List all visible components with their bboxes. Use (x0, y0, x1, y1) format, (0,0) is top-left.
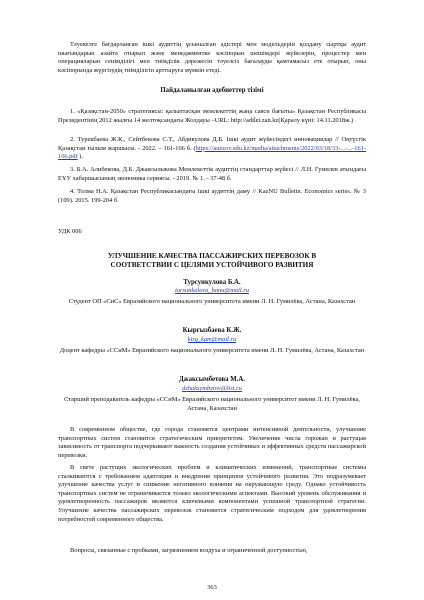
author-name-3: Джаксымбетова М.А. (179, 376, 245, 383)
references-heading: Пайдаланылған әдебиеттер тізімі (160, 87, 264, 94)
reference-item-2-link[interactable]: https://auezov.edu.kz/media/attachments/2022/03/18/33-...-...-161- 166.pdf (58, 144, 366, 161)
author-name-2: Кыргызбаева К.Ж. (182, 327, 242, 334)
reference-item-2 (58, 136, 366, 162)
page-number: 363 (207, 584, 217, 591)
reference-item-4: 4. Толма Н.А. Қазақстан Республикасындағы ішкі аудиттің даму // KazNU Bulletin. Economics series. № 3 (109). 2015. 199-204 б. (58, 188, 366, 204)
intro-paragraph: Тәуекелге бағдарланған ішкі аудиттің ұсынылған әдістері мен модельдерін қолдану сыртқы аудит шығындарын азайта отырып және менеджментке кәсіпорын шешімдері жүйелерін, процестер мен операцияларын сенімділігі мен тиімділік дәрежесін тәуелсіз бағалауды қамтамасыз ете отырып, оны кәсіпорында жүргізудің тиімділігін арттыруға мүмкін етеді. (58, 41, 366, 74)
author-email-link-2[interactable]: kirg_kam@mail.ru (187, 336, 237, 343)
author-affiliation-1: Студент ОП «СиС» Евразийского национального университета имени Л. Н. Гумилёва, Астана, Казахстан (68, 298, 356, 305)
author-affiliation-3: Старший преподаватель кафедры «ССиМ» Евразийского национального университет имени Л. Н. Гумилёва, Астана, Казахстан (64, 396, 360, 412)
reference-item-3: 3. Б.А. Алибекова, Д.Б. Джаксылыкова Мемлекеттік аудиттің стандарттар жүйесі // Л.Н. Гумилев атындағы ЕҰУ хабаршысының экономика сериясы. - 2019. № 1. - 37-48 б. (58, 166, 366, 182)
author-affiliation-2: Доцент кафедры «ССиМ» Евразийского национального университета имени Л. Н. Гумилёва, Астана, Казахстан (59, 347, 365, 354)
author-email-link-1[interactable]: tursunkulova_banu@mail.ru (175, 287, 249, 294)
body-paragraph-3: Вопросы, связанные с пробками, загрязнением воздуха и ограниченной доступностью, (70, 547, 308, 554)
reference-item-1: 1. «Қазақстан-2050» стратегиясы: қалыптасқан мемлекеттің жаңа саяси бағыты» Қазақстан Республикасы Президентінің 2012 жылғы 14 желтоқсандағы Жолдауы –URL: http://adilet.zan.kz(Қаралу күні: 14.11.2018ж.) (58, 108, 366, 124)
author-email-2 (58, 336, 366, 345)
reference-item-2-tail: ). (77, 153, 84, 161)
udc-code: УДК 006 (58, 228, 82, 235)
author-email-link-3[interactable]: dzhaksymbetov@list.ru (182, 385, 242, 392)
article-title (58, 252, 366, 270)
article-title-line-1: УЛУЧШЕНИЕ КАЧЕСТВА ПАССАЖИРСКИХ ПЕРЕВОЗОК В (107, 252, 317, 260)
article-title-line-2: СООТВЕТСТВИИ С ЦЕЛЯМИ УСТОЙЧИВОГО РАЗВИТИЯ (110, 261, 314, 270)
body-paragraph-2: В свете растущих экологических проблем и климатических изменений, транспортные системы сталкиваются с требованием адаптации и внедрения принципов устойчивого развития. Это подразумевает улучшение качества услуг и снижение негативного влияния на окружающую среду. Однако устойчивость транспортных систем не ограничивается только экологическими аспектами. Высокий уровень обслуживания и удовлетворенность пассажиров являются ключевыми компонентами успешной транспортной стратегии. Улучшение качества пассажирских перевозок становится стратегическим подходом для удовлетворения потребностей современного общества. (58, 464, 366, 523)
author-name-1: Турсункулова Б.А. (183, 279, 241, 286)
body-paragraph-1: В современном обществе, где города становятся центрами интенсивной деятельности, улучшение транспортных систем становится стратегическим приоритетом. Увеличение числа горожан и растущая зависимость от транспорта подчеркивают важность создания устойчивых и эффективных средств пассажирской перевозки. (58, 426, 366, 459)
reference-item-2-text: 2. Турекбаева Ж.К., Сейтбекова С.Т., Абдикулова Д.Б. Ішкі аудит жүйесіндегі инновациялар // Оңтүстік Қазақстан ғылым жаршысы. - 2022. – 161-166 б. ( (58, 136, 366, 152)
author-email-3 (58, 385, 366, 394)
author-email-1 (58, 287, 366, 296)
